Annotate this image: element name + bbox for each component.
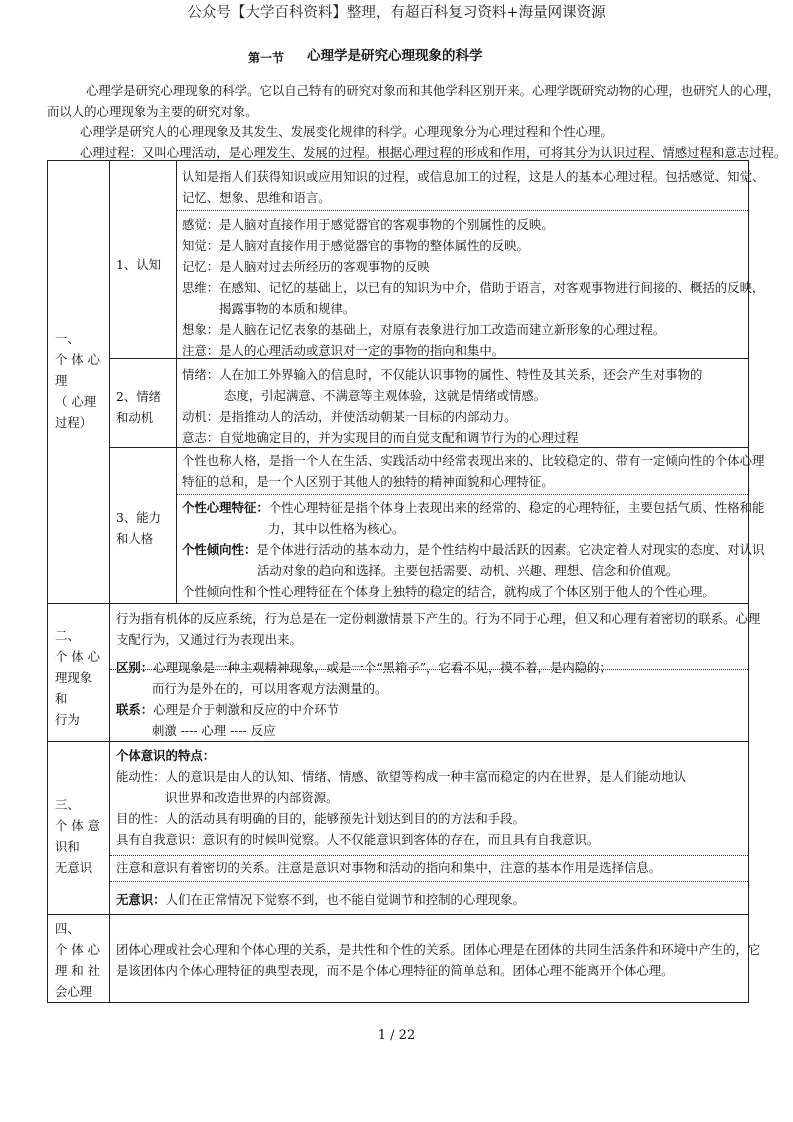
- term-text: 在感知、记忆的基础上，以已有的知识为中介，借助于语言，对客观事物进行间接的、概括的反映，: [219, 280, 765, 295]
- cognition-label: 1、认知: [116, 257, 162, 272]
- section-1-heading: [55, 328, 100, 433]
- row-divider: [47, 741, 749, 742]
- text-line: 特征的总和，是一个人区别于其他人的独特的精神面貌和心理特征。: [182, 474, 554, 489]
- text-line: 个 体 心: [55, 352, 101, 367]
- term-text: 个性心理特征是指个体身上表现出来的经常的、稳定的心理特征，主要包括气质、性格和能: [268, 500, 765, 515]
- section-number: 第一节: [248, 51, 285, 65]
- intro-paragraph-1: [86, 80, 780, 101]
- table-border: [47, 1002, 749, 1003]
- text-line: 记忆、想象、思维和语言。: [182, 190, 331, 205]
- subheading: 个体意识的特点：: [116, 748, 216, 763]
- term-text: 心理是介于刺激和反应的中介环节: [153, 702, 340, 717]
- term-label: 想象：: [182, 322, 220, 337]
- term-text: 人在加工外界输入的信息时，不仅能认识事物的属性、特性及其关系，还会产生对事物的: [219, 367, 703, 382]
- text-line: 个性倾向性和个性心理特征在个体身上独特的稳定的结合，就构成了个体区别于他人的个性心理。: [182, 584, 715, 599]
- text-line: 理 和 社: [55, 963, 101, 978]
- dotted-divider: [110, 881, 748, 882]
- intro-paragraph-3: 心理过程：又叫心理活动，是心理发生、发展的过程。根据心理过程的形成和作用，可将其分为认识过程、情感过程和意志过程。: [80, 145, 787, 160]
- text-line: 一、: [55, 331, 80, 346]
- text-line: 和: [55, 691, 68, 706]
- term-label: 具有自我意识：: [116, 832, 203, 847]
- term-text-cont: 态度，引起满意、不满意等主观体验，这就是情绪或情感。: [224, 388, 547, 403]
- text-line: 理: [55, 373, 68, 388]
- term-label: 个性倾向性：: [182, 542, 257, 557]
- term-label: 意志：: [182, 430, 220, 445]
- term-text-cont: 而行为是外在的，可以用客观方法测量的。: [152, 681, 388, 696]
- page-title: 心理学是研究心理现象的科学: [307, 48, 483, 64]
- term-label: 感觉：: [182, 217, 220, 232]
- term-text: 人的意识是由人的认知、情绪、情感、欲望等构成一种丰富而稳定的内在世界，是人们能动地认: [165, 769, 686, 784]
- page-header: 公众号【大学百科资料】整理，有超百科复习资料+海量网课资源: [187, 5, 606, 21]
- term-text: 是人脑对过去所经历的客观事物的反映: [219, 259, 430, 274]
- attention-note: 注意和意识有着密切的关系。注意是意识对事物和活动的指向和集中，注意的基本作用是选择信息。: [116, 860, 662, 875]
- page-number: 1 / 22: [377, 1028, 416, 1043]
- term-label: 知觉：: [182, 238, 220, 253]
- term-text: 是个体进行活动的基本动力，是个性结构中最活跃的因素。它决定着人对现实的态度、对认识: [256, 542, 765, 557]
- text-line: 个性也称人格，是指一个人在生活、实践活动中经常表现出来的、比较稳定的、带有一定倾向性的个体心理: [182, 453, 765, 468]
- behavior-intro: [116, 608, 760, 650]
- text-line: 和动机: [116, 410, 154, 425]
- section-3-heading: [55, 794, 100, 878]
- text-line: 过程）: [55, 415, 93, 430]
- text-line: 心理学是研究心理现象的科学。它以自己特有的研究对象而和其他学科区别开来。心理学既研究动物的心理，也研究人的心理，: [86, 83, 780, 98]
- text-line: 理现象: [55, 670, 93, 685]
- text-line: 四、: [55, 921, 80, 936]
- text-line: 而以人的心理现象为主要的研究对象。: [47, 104, 258, 119]
- term-label: 个性心理特征：: [182, 500, 269, 515]
- term-text-cont: 刺激 ---- 心理 ---- 反应: [152, 723, 276, 738]
- text-line: 行为指有机体的反应系统，行为总是在一定份刺激情景下产生的。行为不同于心理，但又和心理有着密切的联系。心理: [116, 611, 761, 626]
- text-line: 支配行为，又通过行为表现出来。: [116, 632, 302, 647]
- text-line: 无意识: [55, 860, 93, 875]
- section-2-heading: [55, 625, 100, 730]
- emotion-items: [182, 364, 702, 448]
- term-text: 是人的心理活动或意识对一定的事物的指向和集中。: [219, 343, 505, 358]
- section-4-heading: [55, 918, 100, 1002]
- term-text: 自觉地确定目的，并为实现目的而自觉支配和调节行为的心理过程: [219, 430, 579, 445]
- intro-paragraph-2: 心理学是研究人的心理现象及其发生、发展变化规律的科学。心理现象分为心理过程和个性心理。: [80, 124, 613, 139]
- dotted-divider: [177, 210, 748, 211]
- text-line: 会心理: [55, 984, 93, 999]
- term-text-cont: 活动对象的趋向和选择。主要包括需要、动机、兴趣、理想、信念和价值观。: [257, 563, 679, 578]
- term-text: 是人脑对直接作用于感觉器官的客观事物的个别属性的反映。: [219, 217, 554, 232]
- text-line: 3、能力: [116, 510, 162, 525]
- text-line: 个 体 意: [55, 818, 101, 833]
- text-line: 2、情绪: [116, 389, 162, 404]
- text-line: 行为: [55, 712, 80, 727]
- term-text-cont: 识世界和改造世界的内部资源。: [165, 790, 339, 805]
- term-text: 是指推动人的活动，并使活动朝某一目标的内部动力。: [219, 409, 517, 424]
- personality-label: [116, 507, 161, 549]
- term-text: 意识有的时候叫觉察。人不仅能意识到客体的存在，而且具有自我意识。: [202, 832, 600, 847]
- unconscious-note: [116, 889, 525, 910]
- cognition-intro: [182, 166, 764, 208]
- dotted-divider: [177, 494, 748, 495]
- personality-intro: [182, 450, 764, 492]
- term-label: 思维：: [182, 280, 220, 295]
- term-text: 人的活动具有明确的目的，能够预先计划达到目的的方法和手段。: [165, 811, 525, 826]
- term-label: 动机：: [182, 409, 220, 424]
- column-divider: [109, 160, 110, 1002]
- text-line: 三、: [55, 797, 80, 812]
- table-border: [47, 160, 749, 161]
- text-line: 认知是指人们获得知识或应用知识的过程，或信息加工的过程，这是人的基本心理过程。包括感觉、知觉、: [182, 169, 765, 184]
- text-line: 团体心理或社会心理和个体心理的关系，是共性和个性的关系。团体心理是在团体的共同生活条件和环境中产生的，它: [116, 942, 761, 957]
- term-label: 能动性：: [116, 769, 166, 784]
- consciousness-features: [116, 745, 686, 850]
- term-label: 注意：: [182, 343, 220, 358]
- dotted-divider: [110, 855, 748, 856]
- term-text-cont: 力，其中以性格为核心。: [268, 521, 405, 536]
- cognition-items: [182, 214, 764, 361]
- term-label: 联系：: [116, 702, 154, 717]
- text-line: 和人格: [116, 531, 154, 546]
- term-text: 是人脑在记忆表象的基础上，对原有表象进行加工改造而建立新形象的心理过程。: [219, 322, 666, 337]
- emotion-label: [116, 386, 161, 428]
- text-line: （ 心理: [55, 394, 97, 409]
- text-line: 识和: [55, 839, 80, 854]
- table-border: [47, 160, 48, 1002]
- text-line: 个 体 心: [55, 649, 101, 664]
- term-label: 情绪：: [182, 367, 220, 382]
- term-label: 目的性：: [116, 811, 166, 826]
- term-label: 记忆：: [182, 259, 220, 274]
- row-divider: [47, 914, 749, 915]
- text-line: 是该团体内个体心理特征的典型表现，而不是个体心理特征的简单总和。团体心理不能离开个体心理。: [116, 963, 674, 978]
- term-label: 无意识：: [116, 892, 166, 907]
- text-line: 个 体 心: [55, 942, 101, 957]
- term-text: 心理现象是一种主观精神现象，或是一个“黑箱子”，它看不见，摸不着，是内隐的；: [153, 660, 612, 675]
- term-text: 是人脑对直接作用于感觉器官的事物的整体属性的反映。: [219, 238, 529, 253]
- term-text-cont: 揭露事物的本质和规律。: [219, 301, 356, 316]
- row-divider: [47, 603, 749, 604]
- group-psychology-text: [116, 939, 760, 981]
- text-line: 二、: [55, 628, 80, 643]
- behavior-relations: [116, 657, 612, 741]
- column-divider: [176, 160, 177, 603]
- personality-items: [182, 497, 764, 602]
- term-label: 区别：: [116, 660, 154, 675]
- term-text: 人们在正常情况下觉察不到，也不能自觉调节和控制的心理现象。: [165, 892, 525, 907]
